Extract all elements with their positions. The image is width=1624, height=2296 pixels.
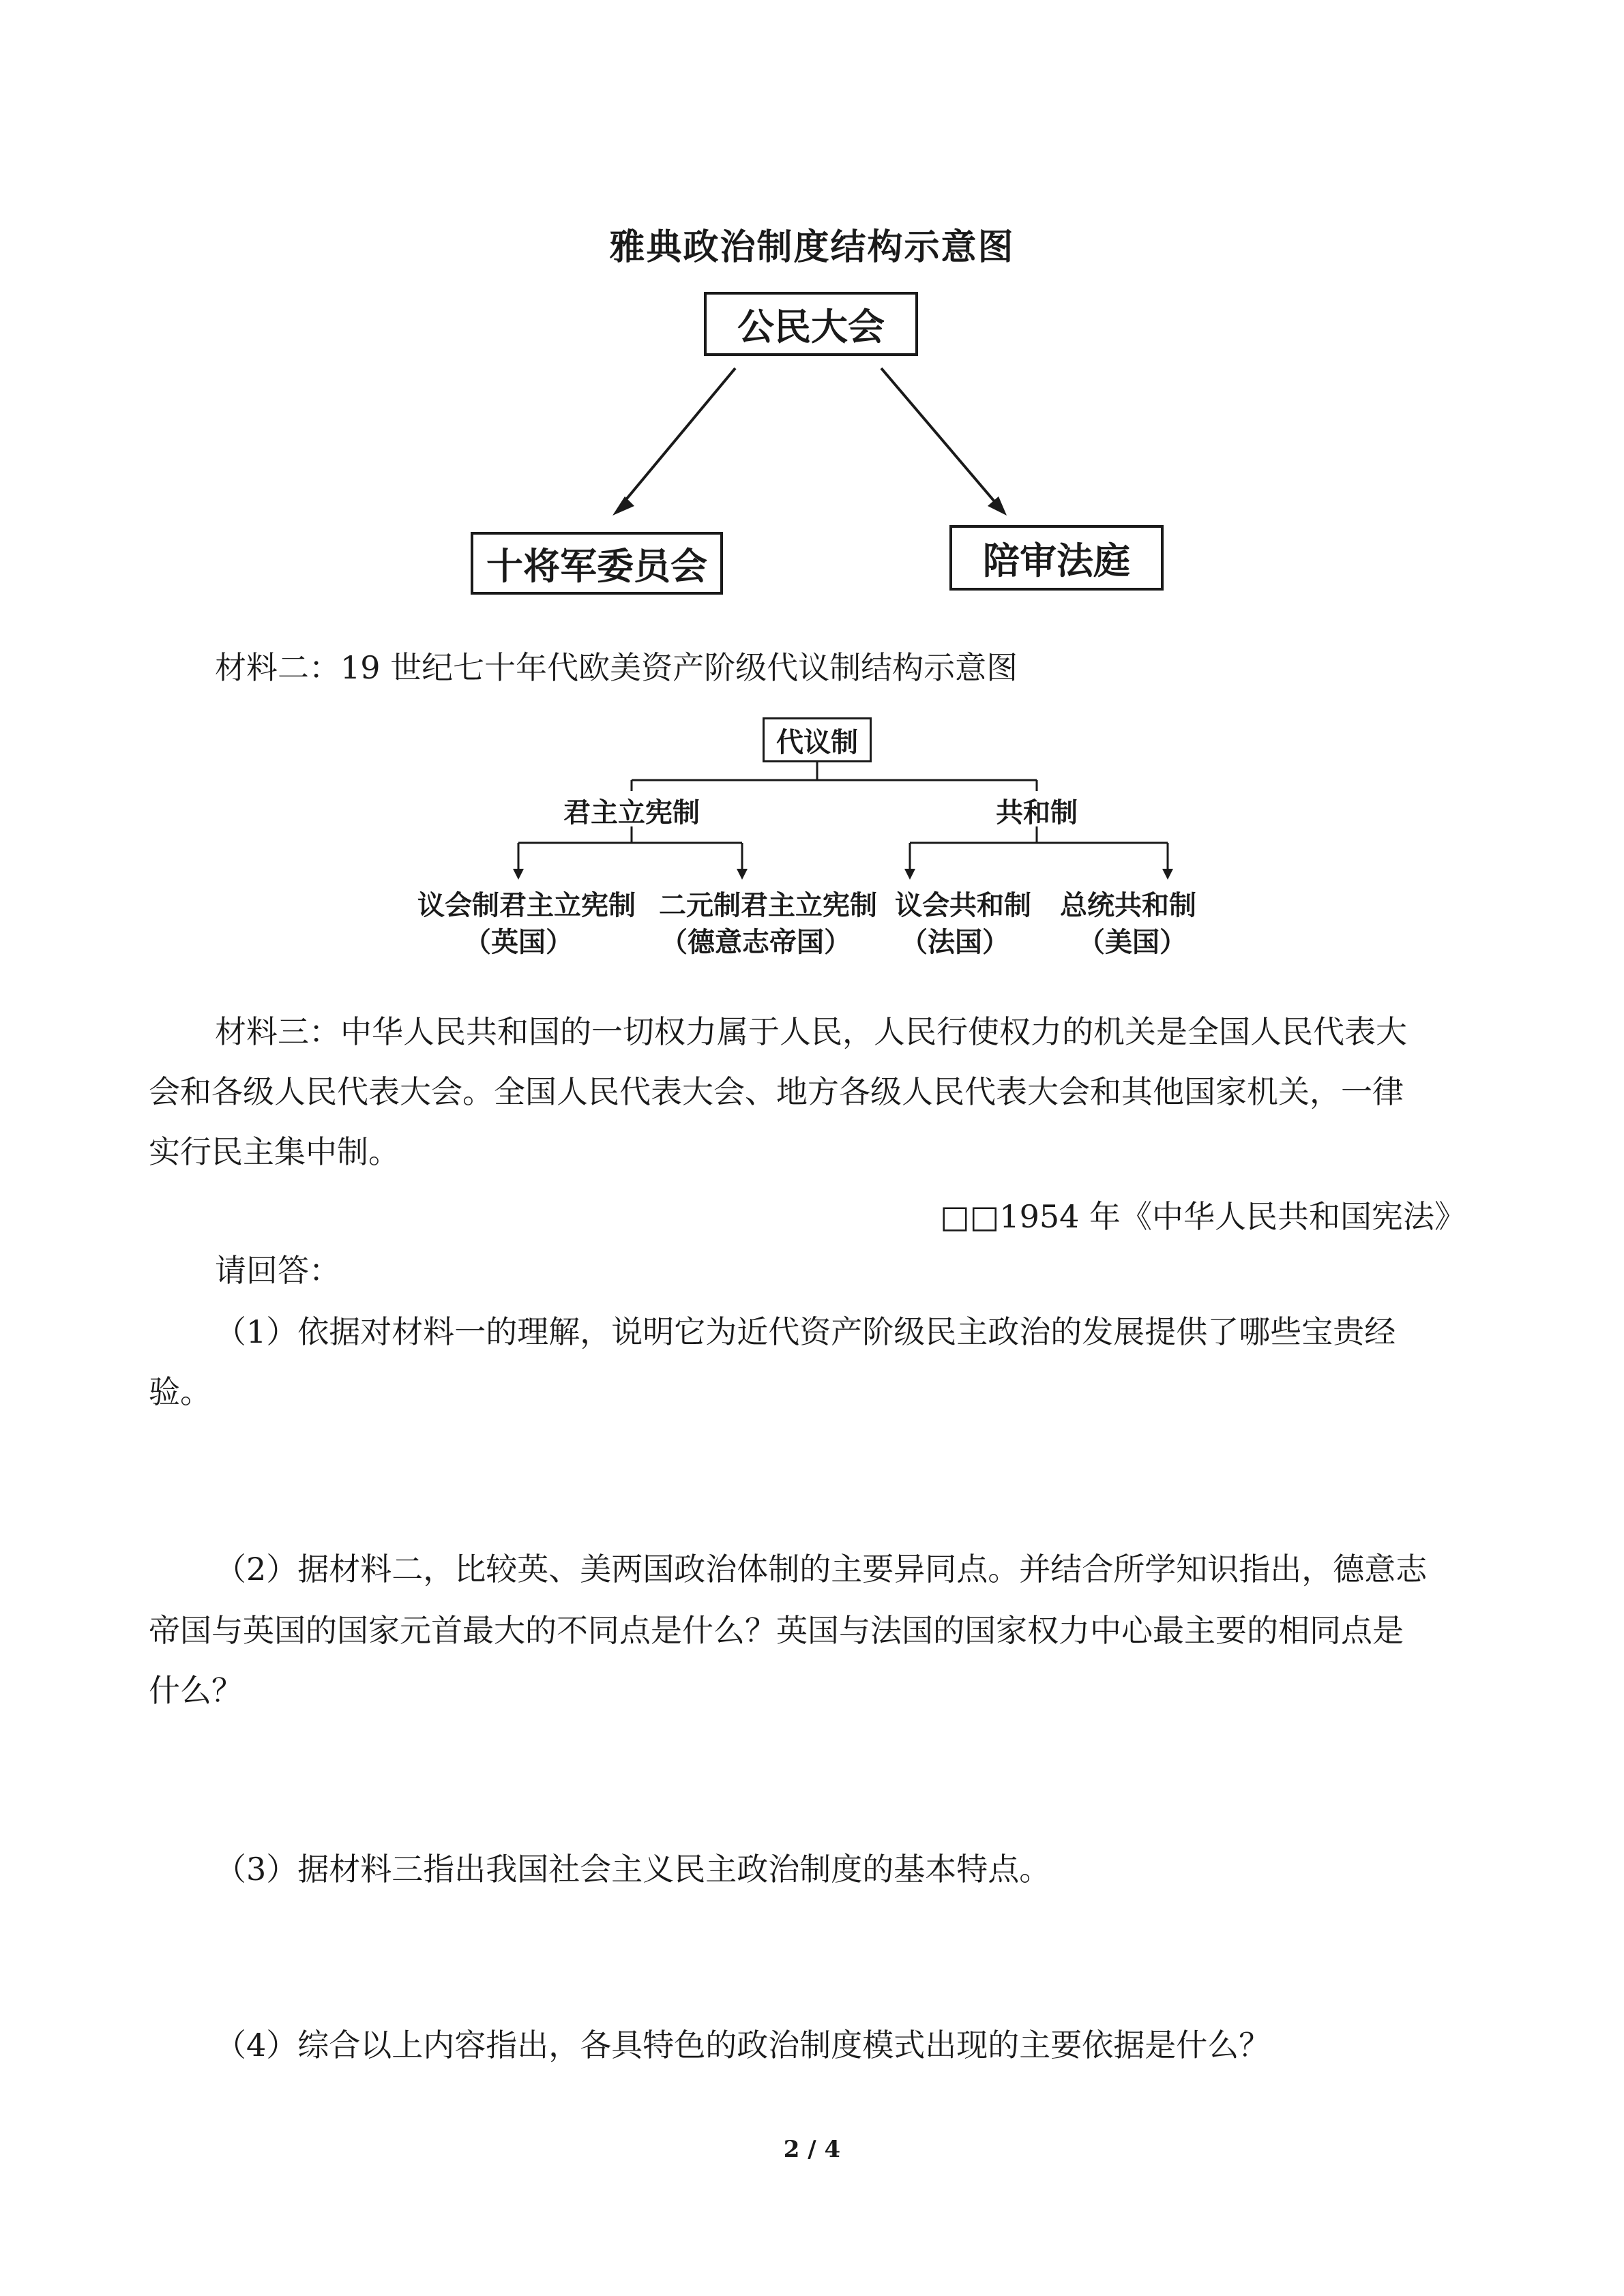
material3-line3: 实行民主集中制。 xyxy=(149,1133,400,1170)
dual-monarchy-label: 二元制君主立宪制 xyxy=(659,889,877,921)
question-2-line1: （2）据材料二，比较英、美两国政治体制的主要异同点。并结合所学知识指出，德意志 xyxy=(215,1551,1428,1587)
question-3: （3）据材料三指出我国社会主义民主政治制度的基本特点。 xyxy=(215,1851,1051,1888)
republic-label: 共和制 xyxy=(996,796,1078,829)
arrowhead-generals xyxy=(612,496,634,516)
arrowhead-court xyxy=(988,496,1007,516)
question-1-line2: 验。 xyxy=(149,1373,211,1410)
page-number: 2 / 4 xyxy=(783,2136,841,2163)
parliamentary-monarchy-label: 议会制君主立宪制 xyxy=(417,889,636,921)
uk-label: （英国） xyxy=(464,926,573,958)
usa-label: （美国） xyxy=(1078,926,1187,958)
question-2-line3: 什么？ xyxy=(149,1672,243,1709)
presidential-republic-label: 总统共和制 xyxy=(1060,889,1196,921)
athens-diagram-title: 雅典政治制度结构示意图 xyxy=(609,226,1015,268)
material3-source: □□1954 年《中华人民共和国宪法》 xyxy=(940,1198,1466,1235)
material3-line1: 材料三：中华人民共和国的一切权力属于人民，人民行使权力的机关是全国人民代表大 xyxy=(215,1013,1407,1050)
arrow-to-court xyxy=(881,368,997,505)
ten-generals-box: 十将军委员会 xyxy=(471,532,723,595)
citizens-assembly-box: 公民大会 xyxy=(704,292,918,356)
constitutional-monarchy-label: 君主立宪制 xyxy=(563,796,700,829)
france-label: （法国） xyxy=(900,926,1009,958)
jury-court-box: 陪审法庭 xyxy=(949,525,1164,591)
answer-prompt: 请回答： xyxy=(215,1252,340,1289)
question-2-line2: 帝国与英国的国家元首最大的不同点是什么？英国与法国的国家权力中心最主要的相同点是 xyxy=(149,1612,1404,1649)
material3-line2: 会和各级人民代表大会。全国人民代表大会、地方各级人民代表大会和其他国家机关，一律 xyxy=(149,1073,1404,1110)
german-empire-label: （德意志帝国） xyxy=(660,926,851,958)
material2-caption: 材料二：19 世纪七十年代欧美资产阶级代议制结构示意图 xyxy=(215,649,1018,686)
arrow-to-generals xyxy=(621,368,735,506)
representative-system-box: 代议制 xyxy=(763,717,872,762)
parliamentary-republic-label: 议会共和制 xyxy=(895,889,1031,921)
question-4: （4）综合以上内容指出，各具特色的政治制度模式出现的主要依据是什么？ xyxy=(215,2027,1271,2063)
question-1-line1: （1）依据对材料一的理解，说明它为近代资产阶级民主政治的发展提供了哪些宝贵经 xyxy=(215,1313,1396,1350)
